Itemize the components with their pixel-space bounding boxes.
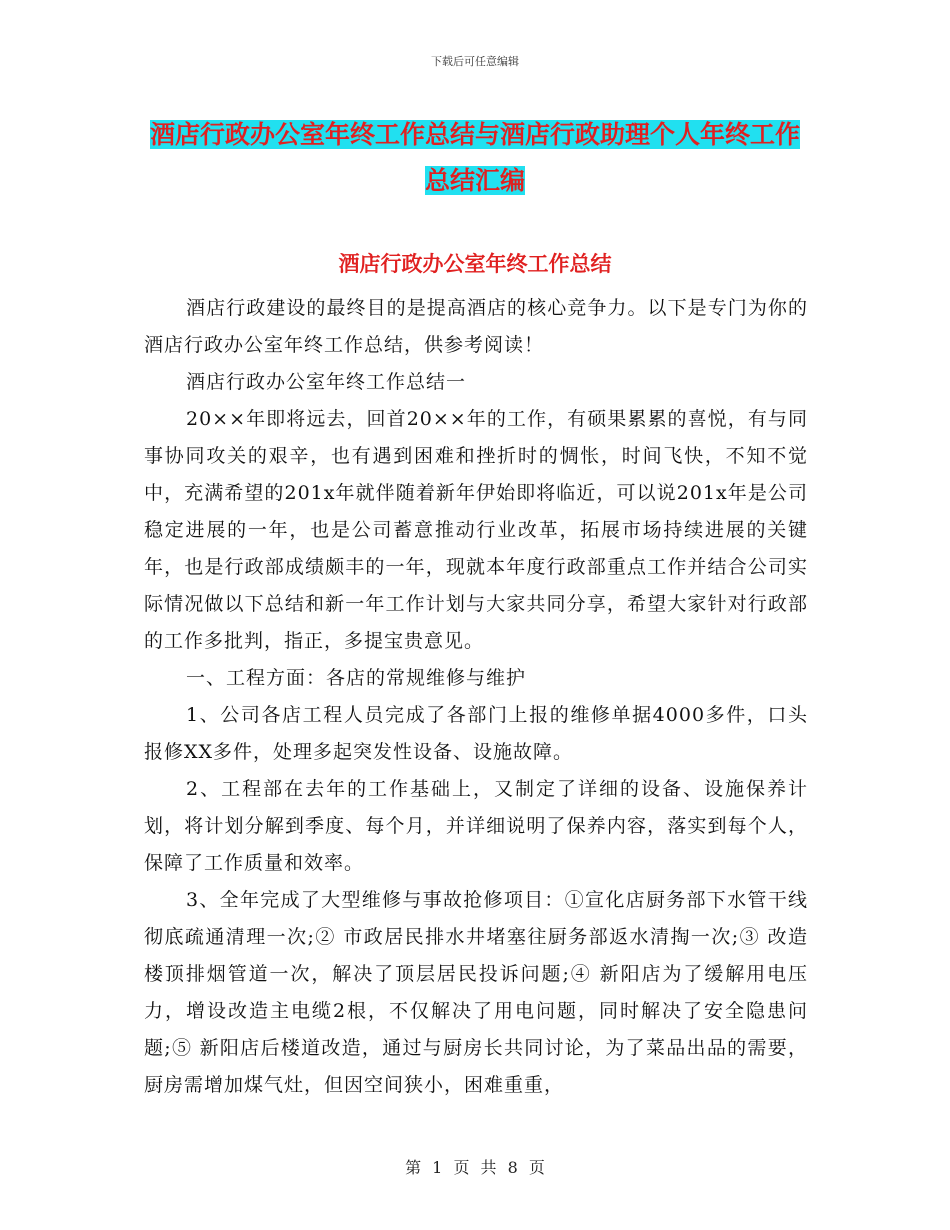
paragraph-intro: 酒店行政建设的最终目的是提高酒店的核心竞争力。以下是专门为你的酒店行政办公室年终工作总结，供参考阅读！ — [144, 297, 808, 356]
document-body — [144, 290, 808, 1104]
document-title — [150, 112, 800, 204]
page-header-note: 下载后可任意编辑 — [431, 55, 519, 68]
paragraph-engineering-heading: 一、工程方面：各店的常规维修与维护 — [186, 667, 527, 689]
paragraph-subheading: 酒店行政办公室年终工作总结一 — [186, 371, 467, 393]
document-title-text: 酒店行政办公室年终工作总结与酒店行政助理个人年终工作总结汇编 — [150, 120, 801, 195]
page-footer: 第 1 页 共 8 页 — [405, 1158, 545, 1177]
section-title: 酒店行政办公室年终工作总结 — [338, 252, 612, 276]
paragraph-overview: 20××年即将远去，回首20××年的工作，有硕果累累的喜悦，有与同事协同攻关的艰辛，也有遇到困难和挫折时的惆怅，时间飞快，不知不觉中，充满希望的201x年就伴随着新年伊始即将临近，可以说201x年是公司稳定进展的一年，也是公司蓄意推动行业改革，拓展市场持续进展的关键年，也是行政部成绩颇丰的一年，现就本年度行政部重点工作并结合公司实际情况做以下总结和新一年工作计划与大家共同分享，希望大家针对行政部的工作多批判，指正，多提宝贵意见。 — [144, 408, 808, 652]
paragraph-item-3: 3、全年完成了大型维修与事故抢修项目：①宣化店厨务部下水管干线彻底疏通清理一次;② 市政居民排水井堵塞往厨务部返水清掏一次;③ 改造楼顶排烟管道一次，解决了顶层居民投诉问题;④ 新阳店为了缓解用电压力，增设改造主电缆2根，不仅解决了用电问题，同时解决了安全隐患问题;⑤ 新阳店后楼道改造，通过与厨房长共同讨论，为了菜品出品的需要，厨房需增加煤气灶，但因空间狭小，困难重重， — [144, 889, 808, 1096]
paragraph-item-2: 2、工程部在去年的工作基础上，又制定了详细的设备、设施保养计划，将计划分解到季度、每个月，并详细说明了保养内容，落实到每个人，保障了工作质量和效率。 — [144, 778, 808, 874]
paragraph-item-1: 1、公司各店工程人员完成了各部门上报的维修单据4000多件，口头报修XX多件，处理多起突发性设备、设施故障。 — [144, 704, 808, 763]
